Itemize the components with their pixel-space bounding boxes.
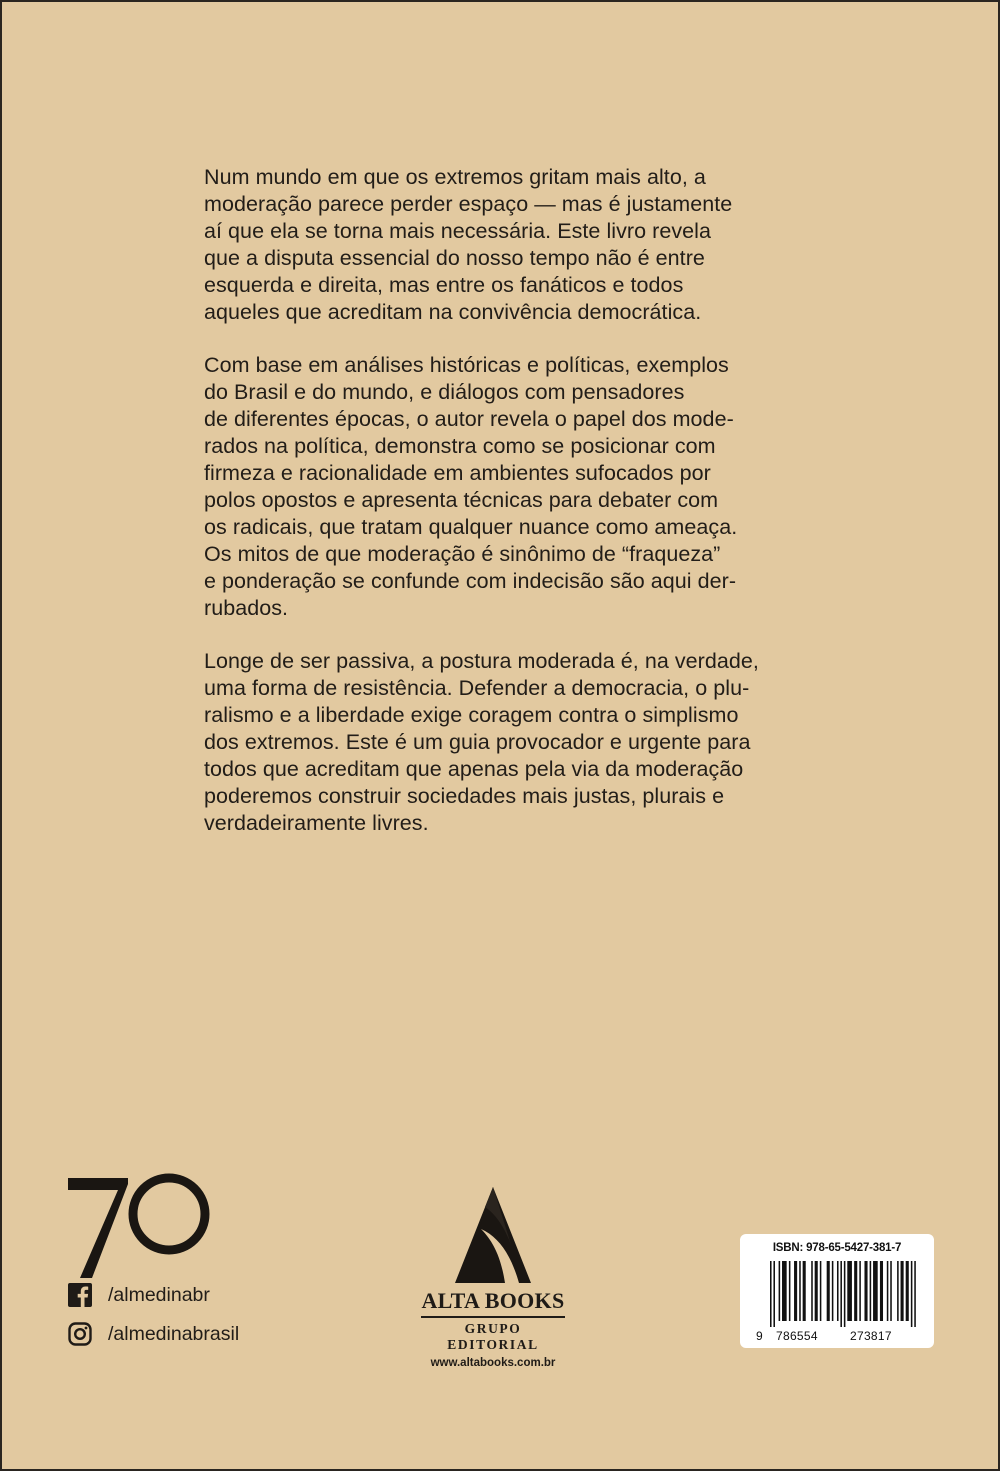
barcode-bar [914,1261,916,1327]
isbn-label: ISBN: 978-65-5427-381-7 [772,1242,902,1254]
facebook-handle: /almedinabr [108,1283,210,1306]
barcode-bar [789,1261,791,1321]
barcode-bar [832,1261,834,1321]
blurb-line: Longe de ser passiva, a postura moderada é, na verdade, [204,649,759,673]
facebook-icon [68,1283,92,1307]
blurb-line: todos que acreditam que apenas pela via da moderação [204,757,744,781]
blurb-line: esquerda e direita, mas entre os fanáticos e todos [204,273,684,297]
barcode-bar [773,1261,775,1327]
blurb-text [204,164,814,863]
blurb-paragraph-2 [204,352,814,622]
blurb-line: firmeza e racionalidade em ambientes sufocados por [204,461,711,485]
alta-books-logo [418,1185,568,1371]
barcode-bar [794,1261,797,1321]
barcode-bar [873,1261,878,1321]
barcode-bar [901,1261,904,1321]
barcode-bar [906,1261,909,1321]
barcode-digits-right: 273817 [850,1329,892,1343]
barcode-bar [911,1261,913,1327]
barcode-bar [820,1261,822,1321]
barcode-digits-left: 786554 [776,1329,818,1343]
barcode-bar [799,1261,801,1321]
blurb-line: Os mitos de que moderação é sinônimo de “fraqueza” [204,542,721,566]
blurb-line: Num mundo em que os extremos gritam mais alto, a [204,165,706,189]
facebook-link[interactable] [68,1283,210,1307]
barcode-bar [859,1261,861,1321]
barcode-bar [837,1261,839,1321]
barcode-bar [827,1261,830,1321]
instagram-icon [68,1322,92,1346]
barcode-bar [770,1261,772,1327]
barcode-bar [779,1261,781,1321]
blurb-paragraph-1 [204,164,814,326]
barcode-bar [880,1261,883,1321]
barcode-bar [864,1261,867,1321]
blurb-line: aqueles que acreditam na convivência democrática. [204,300,702,324]
barcode-bar [897,1261,899,1321]
blurb-line: rubados. [204,596,289,620]
barcode-bar [840,1261,842,1327]
blurb-line: rados na política, demonstra como se posicionar com [204,434,716,458]
alta-books-emblem-icon [453,1185,533,1285]
blurb-line: e ponderação se confunde com indecisão são aqui der- [204,569,737,593]
instagram-handle: /almedinabrasil [108,1322,240,1345]
barcode-bar [847,1261,852,1321]
publisher-name: ALTA BOOKS [421,1288,565,1313]
barcode-digit-first: 9 [756,1329,763,1343]
isbn-barcode [740,1234,934,1348]
barcode-bar [890,1261,892,1321]
imprint-70-logo [66,1170,216,1280]
barcode-bar [782,1261,787,1321]
blurb-line: polos opostos e apresenta técnicas para debater com [204,488,719,512]
publisher-divider [421,1316,565,1318]
blurb-line: de diferentes épocas, o autor revela o papel dos mode- [204,407,734,431]
barcode-bar [854,1261,857,1321]
blurb-line: aí que ela se torna mais necessária. Este livro revela [204,219,712,243]
blurb-line: uma forma de resistência. Defender a democracia, o plu- [204,676,750,700]
blurb-line: ralismo e a liberdade exige coragem contra o simplismo [204,703,739,727]
instagram-link[interactable] [68,1322,239,1346]
barcode-bar [815,1261,818,1321]
barcode-bar [811,1261,813,1321]
blurb-line: poderemos construir sociedades mais justas, plurais e [204,784,725,808]
blurb-line: moderação parece perder espaço — mas é justamente [204,192,733,216]
barcode-bar [887,1261,889,1321]
blurb-paragraph-3 [204,648,814,837]
blurb-line: que a disputa essencial do nosso tempo não é entre [204,246,705,270]
barcode-bar [870,1261,872,1321]
blurb-line: do Brasil e do mundo, e diálogos com pensadores [204,380,685,404]
blurb-line: dos extremos. Este é um guia provocador e urgente para [204,730,751,754]
blurb-line: os radicais, que tratam qualquer nuance como ameaça. [204,515,738,539]
blurb-line: verdadeiramente livres. [204,811,429,835]
publisher-url[interactable]: www.altabooks.com.br [430,1356,556,1369]
blurb-line: Com base em análises históricas e políticas, exemplos [204,353,729,377]
publisher-subtitle: GRUPO EDITORIAL [447,1320,539,1352]
barcode-bars [770,1261,916,1327]
barcode-bar [844,1261,846,1327]
barcode-bar [803,1261,806,1321]
